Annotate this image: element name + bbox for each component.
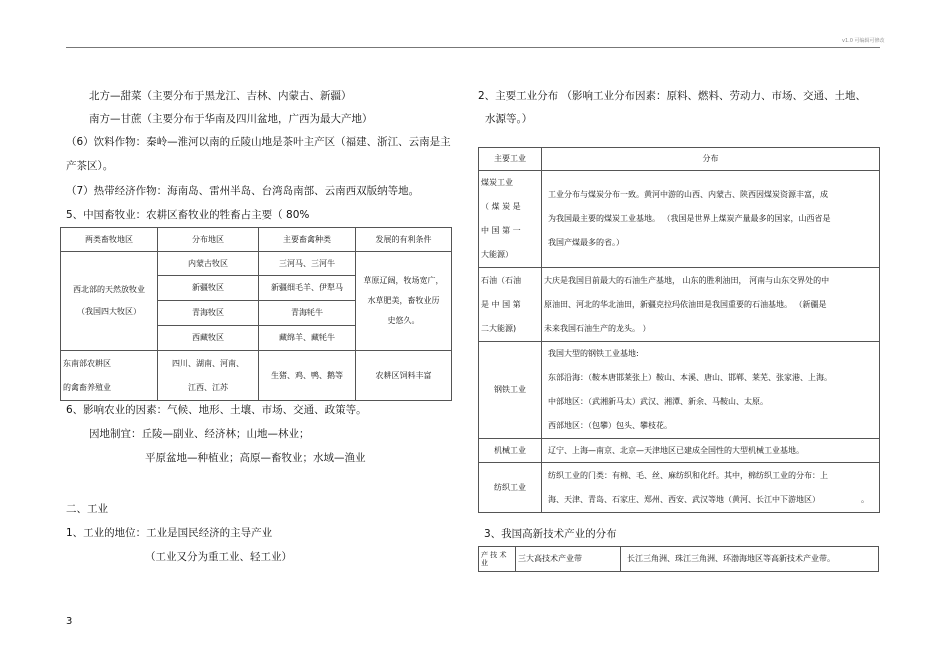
- table-cell: 东南部农耕区 的禽畜养殖业: [61, 351, 158, 401]
- text-line: （工业又分为重工业、轻工业）: [145, 551, 292, 563]
- table-cell: 内蒙古牧区: [158, 252, 259, 276]
- industry-table: [478, 147, 880, 513]
- text-line: （6）饮料作物：秦岭—淮河以南的丘陵山地是茶叶主产区（福建、浙江、云南是主: [66, 136, 451, 148]
- table-cell: 工业分布与煤炭分布一致。黄河中游的山西、内蒙古、陕西因煤炭资源丰富，成 为我国最主要的煤炭工业基地。 （我国是世界上煤炭产量最多的国家，山西省是 我国产煤最多的省。）: [542, 171, 880, 268]
- table-cell: 三大高技术产业带: [516, 547, 621, 572]
- table-header: 发展的有利条件: [356, 228, 452, 252]
- table-header: 两类畜牧地区: [61, 228, 158, 252]
- table-cell: 生猪、鸡、鸭、鹅等: [259, 351, 356, 401]
- hightech-table: [478, 546, 879, 572]
- table-cell: 青海牧区: [158, 301, 259, 326]
- section-heading: 6、影响农业的因素：气候、地形、土壤、市场、交通、政策等。: [66, 404, 367, 416]
- text-line: 1、工业的地位：工业是国民经济的主导产业: [66, 527, 273, 539]
- text-line: 水源等。）: [485, 113, 533, 125]
- text-line: 产茶区）。: [66, 160, 114, 172]
- text-line: 因地制宜：丘陵—副业、经济林；山地—林业；: [89, 428, 310, 440]
- section-heading: 2、主要工业分布 （影响工业分布因素：原料、燃料、劳动力、市场、交通、土地、: [478, 90, 867, 102]
- table-cell: 纺织工业: [479, 463, 542, 513]
- table-cell: 纺织工业的门类：有棉、毛、丝、麻纺织和化纤。其中，棉纺织工业的分布：上 海、天津、青岛、石家庄、郑州、西安、武汉等地（黄河、长江中下游地区） 。: [542, 463, 880, 513]
- text-line: 平原盆地—种植业；高原—畜牧业；水域—渔业: [145, 452, 366, 464]
- table-header: 主要工业: [479, 148, 542, 171]
- text-line: （7）热带经济作物：海南岛、雷州半岛、台湾岛南部、云南西双版纳等地。: [66, 185, 420, 197]
- table-cell: 钢铁工业: [479, 342, 542, 439]
- table-cell: 农耕区饲料丰富: [356, 351, 452, 401]
- table-cell: 石油（石油 是 中 国 第 二大能源): [479, 268, 542, 342]
- livestock-table: [60, 227, 452, 401]
- table-cell: 长江三角洲、珠江三角洲、环渤海地区等高新技术产业带。: [621, 547, 879, 572]
- table-cell: 机械工业: [479, 439, 542, 463]
- table-cell: 我国大型的钢铁工业基地: 东部沿海：（鞍本唐邯莱张上）鞍山、本溪、唐山、邯郸、莱芜、张家港、上海。 中部地区：（武湘新马太）武汉、湘潭、新余、马鞍山、太原。 西部地区：（包攀）包头、攀枝花。: [542, 342, 880, 439]
- table-cell: 大庆是我国目前最大的石油生产基地， 山东的胜利油田， 河南与山东交界处的中 原油田、河北的华北油田，新疆克拉玛依油田是我国重要的石油基地。 （新疆是 未来我国石油生产的龙头。 ）: [542, 268, 880, 342]
- table-cell: 新疆细毛羊、伊犁马: [259, 276, 356, 301]
- text-line: 北方—甜菜（主要分布于黑龙江、吉林、内蒙古、新疆）: [89, 90, 352, 102]
- header-tag: v1.0 可编辑可修改: [842, 38, 885, 44]
- table-cell: 西北部的天然放牧业 （我国四大牧区）: [61, 252, 158, 351]
- section-heading: 5、中国畜牧业：农耕区畜牧业的牲畜占主要（ 80%: [66, 209, 310, 221]
- header-rule: [66, 47, 880, 48]
- table-cell: 西藏牧区: [158, 326, 259, 351]
- table-header: 分布地区: [158, 228, 259, 252]
- table-header: 分布: [542, 148, 880, 171]
- text-line: 南方—甘蔗（主要分布于华南及四川盆地，广西为最大产地）: [89, 113, 373, 125]
- table-header: 主要畜禽种类: [259, 228, 356, 252]
- table-cell: 辽宁、上海—南京、北京—天津地区已建成全国性的大型机械工业基地。: [542, 439, 880, 463]
- section-heading: 3、我国高新技术产业的分布: [484, 528, 617, 540]
- page-number: 3: [66, 616, 73, 627]
- table-cell: 煤炭工业 （ 煤 炭 是 中 国 第 一 大能源）: [479, 171, 542, 268]
- section-heading: 二、工业: [66, 503, 108, 515]
- table-cell: 青海牦牛: [259, 301, 356, 326]
- table-cell: 四川、湖南、河南、 江西、江苏: [158, 351, 259, 401]
- table-cell: 三河马、三河牛: [259, 252, 356, 276]
- table-cell: 草原辽阔，牧场宽广， 水草肥美，畜牧业历 史悠久。: [356, 252, 452, 351]
- table-cell: 产 技 术 业: [479, 547, 516, 572]
- table-cell: 新疆牧区: [158, 276, 259, 301]
- table-cell: 藏绵羊、藏牦牛: [259, 326, 356, 351]
